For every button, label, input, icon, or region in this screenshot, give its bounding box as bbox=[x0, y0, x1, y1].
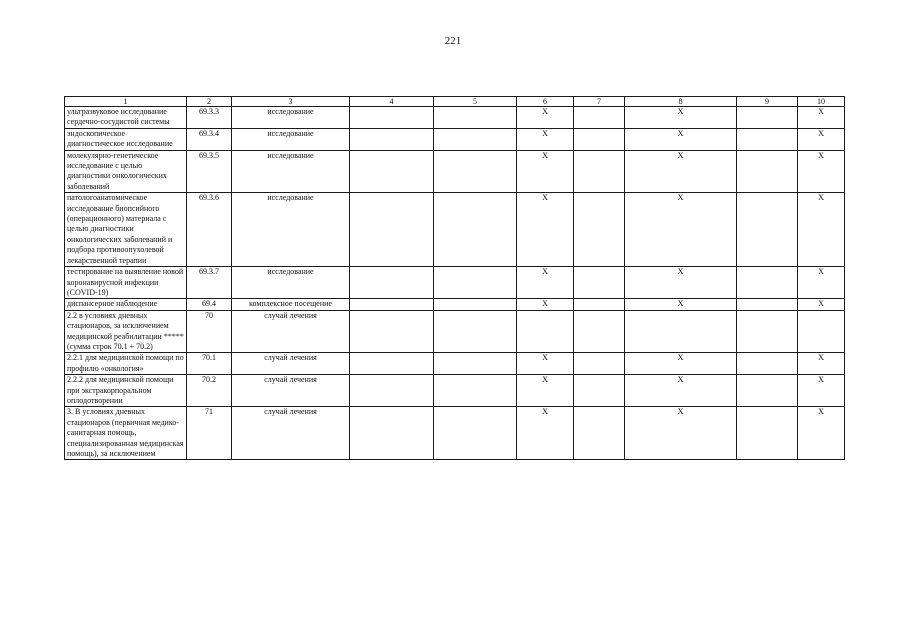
row-unit: исследование bbox=[232, 107, 350, 129]
cell-col-8: X bbox=[625, 299, 737, 310]
cell-col-6: X bbox=[517, 375, 574, 407]
cell-col-4 bbox=[350, 407, 434, 460]
column-header: 7 bbox=[574, 97, 625, 107]
cell-col-4 bbox=[350, 375, 434, 407]
row-code: 69.3.3 bbox=[187, 107, 232, 129]
row-indicator-name: эндоскопическое диагностическое исследование bbox=[65, 128, 187, 150]
cell-col-7 bbox=[574, 128, 625, 150]
cell-col-5 bbox=[434, 267, 517, 299]
cell-col-7 bbox=[574, 310, 625, 353]
cell-col-9 bbox=[737, 267, 798, 299]
row-code: 71 bbox=[187, 407, 232, 460]
table-row bbox=[65, 150, 845, 193]
table-row bbox=[65, 267, 845, 299]
row-code: 69.3.5 bbox=[187, 150, 232, 193]
table-row bbox=[65, 353, 845, 375]
cell-col-6: X bbox=[517, 107, 574, 129]
cell-col-10: X bbox=[798, 407, 845, 460]
cell-col-4 bbox=[350, 107, 434, 129]
cell-col-10: X bbox=[798, 299, 845, 310]
cell-col-8: X bbox=[625, 128, 737, 150]
cell-col-6: X bbox=[517, 150, 574, 193]
cell-col-7 bbox=[574, 407, 625, 460]
cell-col-9 bbox=[737, 150, 798, 193]
cell-col-9 bbox=[737, 375, 798, 407]
row-unit: случай лечения bbox=[232, 375, 350, 407]
cell-col-6: X bbox=[517, 299, 574, 310]
cell-col-7 bbox=[574, 193, 625, 267]
cell-col-4 bbox=[350, 128, 434, 150]
cell-col-7 bbox=[574, 353, 625, 375]
row-code: 70 bbox=[187, 310, 232, 353]
cell-col-8: X bbox=[625, 267, 737, 299]
row-unit: исследование bbox=[232, 150, 350, 193]
cell-col-7 bbox=[574, 107, 625, 129]
cell-col-6: X bbox=[517, 353, 574, 375]
row-code: 70.2 bbox=[187, 375, 232, 407]
cell-col-5 bbox=[434, 299, 517, 310]
column-header: 2 bbox=[187, 97, 232, 107]
row-indicator-name: 2.2.1 для медицинской помощи по профилю «онкология» bbox=[65, 353, 187, 375]
cell-col-7 bbox=[574, 150, 625, 193]
row-unit: случай лечения bbox=[232, 310, 350, 353]
cell-col-4 bbox=[350, 299, 434, 310]
cell-col-10: X bbox=[798, 107, 845, 129]
column-header: 3 bbox=[232, 97, 350, 107]
cell-col-5 bbox=[434, 193, 517, 267]
column-header: 5 bbox=[434, 97, 517, 107]
row-unit: исследование bbox=[232, 193, 350, 267]
cell-col-6 bbox=[517, 310, 574, 353]
data-table bbox=[64, 96, 845, 460]
cell-col-5 bbox=[434, 407, 517, 460]
cell-col-8: X bbox=[625, 375, 737, 407]
row-indicator-name: 3. В условиях дневных стационаров (первичная медико-санитарная помощь, специализированная медицинская помощь), за исключением bbox=[65, 407, 187, 460]
cell-col-8 bbox=[625, 310, 737, 353]
row-code: 70.1 bbox=[187, 353, 232, 375]
cell-col-6: X bbox=[517, 193, 574, 267]
cell-col-9 bbox=[737, 407, 798, 460]
column-header: 1 bbox=[65, 97, 187, 107]
column-header: 4 bbox=[350, 97, 434, 107]
row-code: 69.3.7 bbox=[187, 267, 232, 299]
table-row bbox=[65, 128, 845, 150]
cell-col-9 bbox=[737, 193, 798, 267]
column-header: 9 bbox=[737, 97, 798, 107]
row-unit: случай лечения bbox=[232, 353, 350, 375]
row-indicator-name: тестирование на выявление новой коронавирусной инфекции (COVID-19) bbox=[65, 267, 187, 299]
cell-col-8: X bbox=[625, 150, 737, 193]
row-indicator-name: 2.2.2 для медицинской помощи при экстракорпоральном оплодотворении bbox=[65, 375, 187, 407]
cell-col-5 bbox=[434, 310, 517, 353]
cell-col-4 bbox=[350, 193, 434, 267]
table-row bbox=[65, 299, 845, 310]
row-indicator-name: патологоанатомическое исследование биопсийного (операционного) материала с целью диагностики онкологических заболеваний и подбора противоопухолевой лекарственной терапии bbox=[65, 193, 187, 267]
cell-col-7 bbox=[574, 375, 625, 407]
column-header: 8 bbox=[625, 97, 737, 107]
row-code: 69.4 bbox=[187, 299, 232, 310]
cell-col-8: X bbox=[625, 107, 737, 129]
row-indicator-name: 2.2 в условиях дневных стационаров, за исключением медицинской реабилитации ***** (сумма строк 70.1 + 70.2) bbox=[65, 310, 187, 353]
cell-col-10: X bbox=[798, 353, 845, 375]
cell-col-10: X bbox=[798, 375, 845, 407]
cell-col-10: X bbox=[798, 128, 845, 150]
column-header: 10 bbox=[798, 97, 845, 107]
page-number: 221 bbox=[444, 35, 462, 47]
row-unit: случай лечения bbox=[232, 407, 350, 460]
cell-col-9 bbox=[737, 353, 798, 375]
row-indicator-name: молекулярно-генетическое исследование с целью диагностики онкологических заболеваний bbox=[65, 150, 187, 193]
header-row bbox=[65, 97, 845, 107]
cell-col-4 bbox=[350, 353, 434, 375]
cell-col-10 bbox=[798, 310, 845, 353]
cell-col-10: X bbox=[798, 150, 845, 193]
cell-col-9 bbox=[737, 128, 798, 150]
cell-col-8: X bbox=[625, 193, 737, 267]
row-unit: комплексное посещение bbox=[232, 299, 350, 310]
cell-col-6: X bbox=[517, 267, 574, 299]
table-row bbox=[65, 107, 845, 129]
table-row bbox=[65, 310, 845, 353]
row-code: 69.3.6 bbox=[187, 193, 232, 267]
row-indicator-name: диспансерное наблюдение bbox=[65, 299, 187, 310]
cell-col-8: X bbox=[625, 353, 737, 375]
cell-col-8: X bbox=[625, 407, 737, 460]
row-code: 69.3.4 bbox=[187, 128, 232, 150]
cell-col-7 bbox=[574, 267, 625, 299]
cell-col-5 bbox=[434, 150, 517, 193]
cell-col-5 bbox=[434, 353, 517, 375]
row-indicator-name: ультразвуковое исследование сердечно-сосудистой системы bbox=[65, 107, 187, 129]
cell-col-10: X bbox=[798, 193, 845, 267]
table-row bbox=[65, 193, 845, 267]
cell-col-4 bbox=[350, 150, 434, 193]
cell-col-6: X bbox=[517, 128, 574, 150]
cell-col-9 bbox=[737, 299, 798, 310]
cell-col-7 bbox=[574, 299, 625, 310]
table-row bbox=[65, 375, 845, 407]
cell-col-5 bbox=[434, 107, 517, 129]
cell-col-6: X bbox=[517, 407, 574, 460]
row-unit: исследование bbox=[232, 267, 350, 299]
table-row bbox=[65, 407, 845, 460]
cell-col-9 bbox=[737, 310, 798, 353]
column-header: 6 bbox=[517, 97, 574, 107]
cell-col-9 bbox=[737, 107, 798, 129]
cell-col-5 bbox=[434, 375, 517, 407]
row-unit: исследование bbox=[232, 128, 350, 150]
cell-col-10: X bbox=[798, 267, 845, 299]
cell-col-4 bbox=[350, 310, 434, 353]
cell-col-4 bbox=[350, 267, 434, 299]
cell-col-5 bbox=[434, 128, 517, 150]
